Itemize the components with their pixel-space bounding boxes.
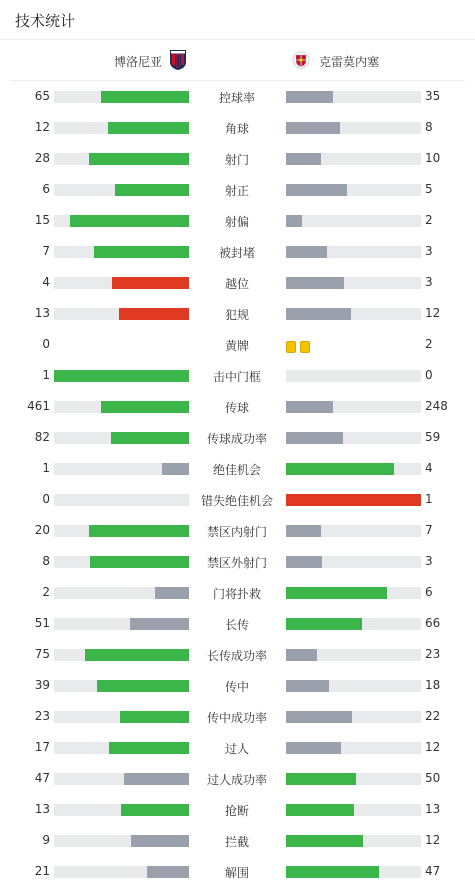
away-bar-fill — [286, 525, 321, 537]
stat-row — [0, 205, 475, 236]
home-value: 21 — [34, 864, 50, 878]
away-bar-track — [286, 680, 421, 692]
away-value: 4 — [425, 461, 433, 475]
away-bar-track — [286, 308, 421, 320]
stat-label: 射偏 — [224, 215, 249, 229]
away-value: 2 — [425, 213, 433, 227]
stat-row — [0, 856, 475, 887]
away-bar-fill — [286, 556, 322, 568]
stat-row — [0, 732, 475, 763]
home-value: 28 — [34, 151, 50, 165]
home-bar-fill — [89, 153, 189, 165]
home-bar-fill — [131, 835, 189, 847]
away-bar-track — [286, 215, 421, 227]
away-value: 1 — [425, 492, 433, 506]
home-bar-track — [54, 184, 189, 196]
away-bar-fill — [286, 494, 421, 506]
away-bar-track — [286, 184, 421, 196]
home-bar-track — [54, 804, 189, 816]
away-bar-track — [286, 401, 421, 413]
home-value: 9 — [42, 833, 50, 847]
home-bar-fill — [97, 680, 189, 692]
stat-row — [0, 608, 475, 639]
home-bar-track — [54, 122, 189, 134]
home-bar-track — [54, 556, 189, 568]
stat-row — [0, 391, 475, 422]
home-value: 8 — [42, 554, 50, 568]
away-bar-fill — [286, 401, 333, 413]
away-value: 35 — [425, 89, 441, 103]
stat-row — [0, 298, 475, 329]
home-value: 23 — [34, 709, 50, 723]
home-bar-track — [54, 277, 189, 289]
home-bar-fill — [85, 649, 189, 661]
stat-row — [0, 794, 475, 825]
away-value: 5 — [425, 182, 433, 196]
home-bar-track — [54, 525, 189, 537]
away-value: 248 — [425, 399, 448, 413]
stat-row — [0, 453, 475, 484]
home-team-name[interactable]: 博洛尼亚 — [113, 55, 162, 69]
stat-label: 门将扑救 — [212, 587, 261, 601]
stat-row — [0, 825, 475, 856]
away-value: 2 — [425, 337, 433, 351]
away-value: 7 — [425, 523, 433, 537]
home-value: 15 — [34, 213, 50, 227]
home-bar-track — [54, 649, 189, 661]
stat-row — [0, 763, 475, 794]
home-bar-track — [54, 432, 189, 444]
away-bar-track — [286, 463, 421, 475]
away-bar-track — [286, 804, 421, 816]
home-bar-track — [54, 587, 189, 599]
title-divider — [0, 39, 475, 40]
away-bar-fill — [286, 91, 333, 103]
away-bar-track — [286, 742, 421, 754]
home-bar-fill — [155, 587, 189, 599]
home-bar-track — [54, 494, 189, 506]
home-bar-track — [54, 215, 189, 227]
home-bar-fill — [120, 711, 189, 723]
away-bar-fill — [286, 835, 363, 847]
home-value: 0 — [42, 337, 50, 351]
away-value: 18 — [425, 678, 441, 692]
home-value: 1 — [42, 368, 50, 382]
home-value: 0 — [42, 492, 50, 506]
home-bar-fill — [101, 91, 189, 103]
home-bar-fill — [115, 184, 189, 196]
yellow-card-icon — [286, 341, 296, 353]
away-bar-track — [286, 587, 421, 599]
away-bar-fill — [286, 246, 327, 258]
home-value: 47 — [34, 771, 50, 785]
page-title: 技术统计 — [15, 12, 76, 30]
away-bar-fill — [286, 153, 321, 165]
away-bar-track — [286, 866, 421, 878]
home-value: 82 — [34, 430, 50, 444]
stat-row — [0, 329, 475, 360]
stat-label: 击中门框 — [212, 370, 261, 384]
home-bar-track — [54, 401, 189, 413]
home-bar-track — [54, 680, 189, 692]
away-value: 6 — [425, 585, 433, 599]
stat-label: 传球成功率 — [206, 432, 267, 446]
away-bar-track — [286, 556, 421, 568]
home-bar-fill — [111, 432, 189, 444]
stat-label: 传中成功率 — [206, 711, 267, 725]
stat-label: 禁区外射门 — [206, 556, 267, 570]
away-value: 47 — [425, 864, 441, 878]
home-bar-track — [54, 773, 189, 785]
stat-label: 拦截 — [224, 835, 249, 849]
away-value: 0 — [425, 368, 433, 382]
away-bar-track — [286, 618, 421, 630]
home-value: 17 — [34, 740, 50, 754]
away-bar-fill — [286, 618, 362, 630]
stat-label: 射门 — [224, 153, 249, 167]
home-value: 13 — [34, 802, 50, 816]
home-bar-track — [54, 866, 189, 878]
home-value: 1 — [42, 461, 50, 475]
away-bar-fill — [286, 649, 317, 661]
away-bar-fill — [286, 215, 302, 227]
teams-header — [0, 44, 475, 78]
stat-label: 绝佳机会 — [212, 463, 261, 477]
stat-label: 射正 — [224, 184, 249, 198]
away-team-name[interactable]: 克雷莫内塞 — [319, 55, 380, 69]
home-bar-fill — [130, 618, 189, 630]
away-value: 3 — [425, 244, 433, 258]
home-bar-fill — [94, 246, 189, 258]
stat-label: 被封堵 — [218, 246, 255, 260]
stat-row — [0, 639, 475, 670]
away-bar-track — [286, 246, 421, 258]
away-bar-track — [286, 432, 421, 444]
stat-label: 越位 — [224, 277, 249, 291]
stat-label: 解围 — [224, 866, 249, 880]
away-bar-track — [286, 494, 421, 506]
away-value: 12 — [425, 306, 441, 320]
away-bar-fill — [286, 587, 387, 599]
away-value: 23 — [425, 647, 441, 661]
away-value: 59 — [425, 430, 441, 444]
away-value: 66 — [425, 616, 441, 630]
stat-row — [0, 701, 475, 732]
stat-row — [0, 670, 475, 701]
away-bar-fill — [286, 432, 343, 444]
home-value: 6 — [42, 182, 50, 196]
stat-row — [0, 267, 475, 298]
away-bar-fill — [286, 277, 344, 289]
home-bar-track — [54, 463, 189, 475]
home-bar-fill — [162, 463, 189, 475]
away-value: 12 — [425, 740, 441, 754]
home-bar-track — [54, 246, 189, 258]
stat-label: 长传成功率 — [206, 649, 267, 663]
away-bar-fill — [286, 773, 356, 785]
home-value: 7 — [42, 244, 50, 258]
stat-row — [0, 143, 475, 174]
home-value: 2 — [42, 585, 50, 599]
home-value: 20 — [34, 523, 50, 537]
stat-label: 传球 — [224, 401, 249, 415]
away-value: 8 — [425, 120, 433, 134]
yellow-card-icon — [300, 341, 310, 353]
away-value: 10 — [425, 151, 441, 165]
away-value: 3 — [425, 554, 433, 568]
stat-row — [0, 174, 475, 205]
stat-label: 犯规 — [224, 308, 249, 322]
stat-label: 错失绝佳机会 — [200, 494, 273, 508]
away-bar-fill — [286, 122, 340, 134]
home-bar-fill — [147, 866, 189, 878]
home-bar-track — [54, 153, 189, 165]
bologna-crest-icon[interactable] — [169, 49, 187, 71]
home-bar-track — [54, 370, 189, 382]
away-bar-track — [286, 525, 421, 537]
home-bar-track — [54, 308, 189, 320]
home-bar-fill — [70, 215, 189, 227]
stat-row — [0, 112, 475, 143]
stat-row — [0, 360, 475, 391]
away-value: 22 — [425, 709, 441, 723]
home-bar-track — [54, 618, 189, 630]
stat-row — [0, 577, 475, 608]
away-bar-track — [286, 835, 421, 847]
home-value: 12 — [34, 120, 50, 134]
away-bar-track — [286, 277, 421, 289]
home-value: 51 — [34, 616, 50, 630]
yellow-cards — [286, 338, 314, 351]
away-bar-track — [286, 91, 421, 103]
home-bar-fill — [124, 773, 189, 785]
away-bar-track — [286, 711, 421, 723]
home-bar-fill — [101, 401, 189, 413]
stat-row — [0, 422, 475, 453]
home-value: 75 — [34, 647, 50, 661]
away-bar-fill — [286, 308, 351, 320]
stat-label: 黄牌 — [224, 339, 249, 353]
away-bar-track — [286, 773, 421, 785]
stat-label: 过人 — [224, 742, 249, 756]
away-bar-fill — [286, 463, 394, 475]
home-bar-fill — [89, 525, 189, 537]
home-bar-fill — [109, 742, 189, 754]
home-value: 4 — [42, 275, 50, 289]
away-bar-fill — [286, 184, 347, 196]
home-value: 39 — [34, 678, 50, 692]
stat-label: 长传 — [224, 618, 249, 632]
away-value: 13 — [425, 802, 441, 816]
stat-row — [0, 236, 475, 267]
home-bar-fill — [119, 308, 189, 320]
away-value: 12 — [425, 833, 441, 847]
home-bar-track — [54, 91, 189, 103]
stat-label: 角球 — [224, 122, 249, 136]
cremonese-crest-icon[interactable] — [292, 49, 310, 71]
home-value: 65 — [34, 89, 50, 103]
stat-label: 过人成功率 — [206, 773, 267, 787]
stat-label: 传中 — [224, 680, 249, 694]
home-value: 461 — [27, 399, 50, 413]
home-bar-track — [54, 711, 189, 723]
away-bar-track — [286, 649, 421, 661]
away-bar-track — [286, 153, 421, 165]
away-bar-fill — [286, 742, 341, 754]
stat-row — [0, 81, 475, 112]
stat-label: 控球率 — [218, 91, 255, 105]
stats-list — [0, 81, 475, 887]
home-bar-track — [54, 835, 189, 847]
home-bar-fill — [112, 277, 189, 289]
away-bar-fill — [286, 711, 352, 723]
away-bar-fill — [286, 680, 329, 692]
stat-row — [0, 515, 475, 546]
away-bar-fill — [286, 804, 354, 816]
stat-label: 抢断 — [224, 804, 249, 818]
home-value: 13 — [34, 306, 50, 320]
home-bar-track — [54, 742, 189, 754]
away-value: 50 — [425, 771, 441, 785]
home-bar-fill — [121, 804, 189, 816]
stat-row — [0, 484, 475, 515]
stat-row — [0, 546, 475, 577]
away-value: 3 — [425, 275, 433, 289]
away-bar-track — [286, 122, 421, 134]
home-bar-fill — [90, 556, 189, 568]
home-bar-fill — [108, 122, 189, 134]
away-bar-fill — [286, 866, 379, 878]
stat-label: 禁区内射门 — [206, 525, 267, 539]
home-bar-fill — [54, 370, 189, 382]
away-bar-track — [286, 370, 421, 382]
